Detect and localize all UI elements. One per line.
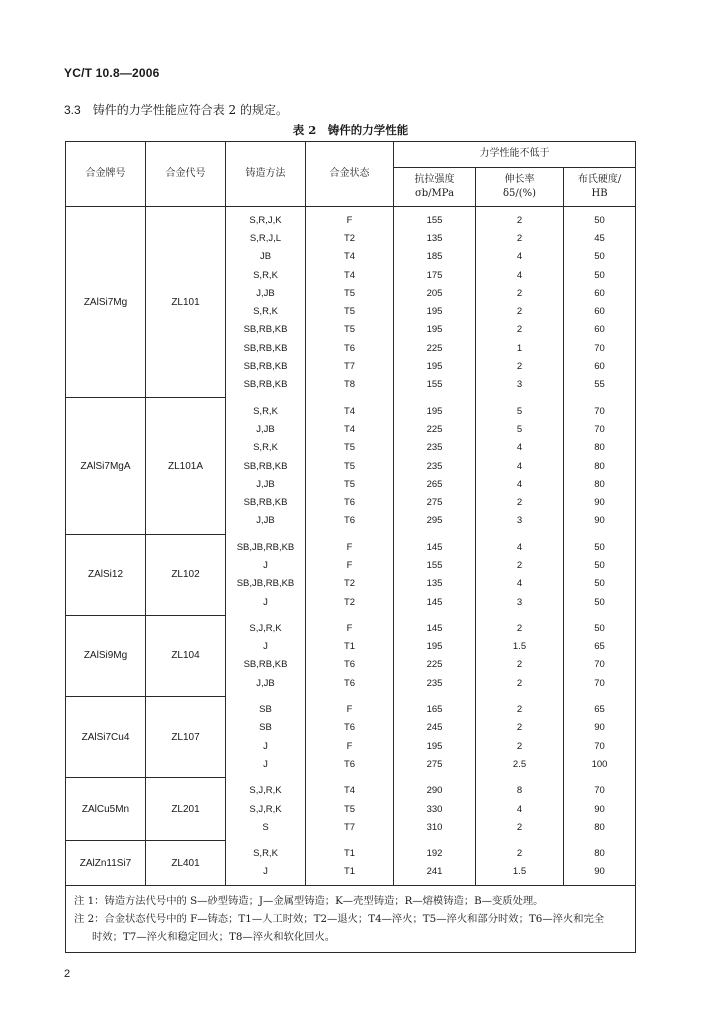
hardness-cell: 90 (564, 863, 636, 886)
method-cell: SB,JB,RB,KB (226, 575, 306, 593)
header-hardness-line1: 布氏硬度/ (577, 173, 622, 185)
state-cell: T6 (306, 656, 394, 674)
method-cell: J,JB (226, 475, 306, 493)
elongation-cell: 2 (476, 615, 564, 637)
state-cell: T1 (306, 841, 394, 863)
tensile-cell: 155 (394, 556, 476, 574)
alloy-grade-cell: ZAlSi7Cu4 (66, 696, 146, 777)
page-number: 2 (64, 968, 71, 980)
clause-text: 铸件的力学性能应符合表 2 的规定。 (92, 103, 288, 117)
state-cell: T2 (306, 575, 394, 593)
method-cell: J (226, 737, 306, 755)
tensile-cell: 225 (394, 420, 476, 438)
alloy-code-cell: ZL104 (146, 615, 226, 696)
tensile-cell: 235 (394, 674, 476, 696)
note-1: 注 1：铸造方法代号中的 S—砂型铸造；J—金属型铸造；K—壳型铸造；R—熔模铸造；B—变质处理。 (74, 895, 544, 908)
elongation-cell: 4 (476, 475, 564, 493)
method-cell: SB,RB,KB (226, 357, 306, 375)
state-cell: T6 (306, 512, 394, 534)
method-cell: J (226, 593, 306, 615)
table-row (66, 534, 636, 556)
hardness-cell: 60 (564, 357, 636, 375)
hardness-cell: 80 (564, 818, 636, 840)
note-2-line-2: 时效；T7—淬火和稳定回火；T8—淬火和软化回火。 (92, 931, 336, 944)
elongation-cell: 2 (476, 841, 564, 863)
hardness-cell: 45 (564, 229, 636, 247)
elongation-cell: 1.5 (476, 863, 564, 886)
method-cell: J,JB (226, 674, 306, 696)
header-tensile-line1: 抗拉强度 (414, 173, 455, 185)
method-cell: SB,JB,RB,KB (226, 534, 306, 556)
method-cell: J,JB (226, 284, 306, 302)
hardness-cell: 70 (564, 737, 636, 755)
method-cell: S,R,J,L (226, 229, 306, 247)
hardness-cell: 65 (564, 696, 636, 718)
state-cell: T4 (306, 398, 394, 420)
header-elongation-line2: δ5/(%) (502, 188, 537, 199)
state-cell: T5 (306, 302, 394, 320)
method-cell: SB,RB,KB (226, 656, 306, 674)
table-row (66, 207, 636, 230)
hardness-cell: 90 (564, 719, 636, 737)
state-cell: T6 (306, 493, 394, 511)
state-cell: T5 (306, 800, 394, 818)
tensile-cell: 275 (394, 493, 476, 511)
elongation-cell: 4 (476, 800, 564, 818)
method-cell: SB (226, 719, 306, 737)
elongation-cell: 2 (476, 737, 564, 755)
alloy-grade-cell: ZAlSi7MgA (66, 398, 146, 534)
method-cell: S,R,K (226, 266, 306, 284)
hardness-cell: 70 (564, 656, 636, 674)
alloy-code-cell: ZL401 (146, 841, 226, 886)
tensile-cell: 165 (394, 696, 476, 718)
header-casting-method: 铸造方法 (226, 142, 306, 207)
table-row (66, 841, 636, 863)
tensile-cell: 145 (394, 534, 476, 556)
elongation-cell: 4 (476, 457, 564, 475)
method-cell: S (226, 818, 306, 840)
elongation-cell: 5 (476, 420, 564, 438)
method-cell: J,JB (226, 512, 306, 534)
hardness-cell: 50 (564, 593, 636, 615)
method-cell: S,R,K (226, 302, 306, 320)
method-cell: S,R,K (226, 439, 306, 457)
tensile-cell: 330 (394, 800, 476, 818)
table-title: 表 2 铸件的力学性能 (292, 123, 409, 137)
table-body (66, 207, 636, 886)
mechanical-properties-table (65, 141, 636, 953)
elongation-cell: 2 (476, 229, 564, 247)
method-cell: S,R,K (226, 398, 306, 420)
state-cell: T5 (306, 284, 394, 302)
elongation-cell: 2 (476, 357, 564, 375)
state-cell: T4 (306, 420, 394, 438)
elongation-cell: 2 (476, 818, 564, 840)
elongation-cell: 8 (476, 778, 564, 800)
method-cell: JB (226, 248, 306, 266)
elongation-cell: 4 (476, 575, 564, 593)
state-cell: F (306, 556, 394, 574)
tensile-cell: 155 (394, 376, 476, 398)
hardness-cell: 80 (564, 475, 636, 493)
hardness-cell: 50 (564, 575, 636, 593)
method-cell: S,R,J,K (226, 207, 306, 230)
tensile-cell: 195 (394, 302, 476, 320)
state-cell: T2 (306, 229, 394, 247)
state-cell: T8 (306, 376, 394, 398)
hardness-cell: 70 (564, 674, 636, 696)
elongation-cell: 1.5 (476, 638, 564, 656)
header-alloy-code: 合金代号 (146, 142, 226, 207)
tensile-cell: 310 (394, 818, 476, 840)
state-cell: F (306, 207, 394, 230)
alloy-grade-cell: ZAlCu5Mn (66, 778, 146, 841)
elongation-cell: 3 (476, 593, 564, 615)
tensile-cell: 145 (394, 615, 476, 637)
hardness-cell: 80 (564, 457, 636, 475)
method-cell: S,J,R,K (226, 800, 306, 818)
hardness-cell: 90 (564, 512, 636, 534)
state-cell: F (306, 696, 394, 718)
tensile-cell: 235 (394, 457, 476, 475)
method-cell: SB,RB,KB (226, 493, 306, 511)
hardness-cell: 60 (564, 302, 636, 320)
elongation-cell: 2 (476, 696, 564, 718)
state-cell: F (306, 615, 394, 637)
hardness-cell: 50 (564, 207, 636, 230)
tensile-cell: 225 (394, 339, 476, 357)
tensile-cell: 192 (394, 841, 476, 863)
state-cell: T2 (306, 593, 394, 615)
elongation-cell: 3 (476, 512, 564, 534)
state-cell: T5 (306, 439, 394, 457)
state-cell: T4 (306, 248, 394, 266)
hardness-cell: 90 (564, 493, 636, 511)
elongation-cell: 4 (476, 248, 564, 266)
header-elongation (476, 168, 564, 207)
state-cell: T6 (306, 674, 394, 696)
elongation-cell: 5 (476, 398, 564, 420)
elongation-cell: 2 (476, 284, 564, 302)
method-cell: J (226, 638, 306, 656)
elongation-cell: 1 (476, 339, 564, 357)
state-cell: F (306, 534, 394, 556)
hardness-cell: 100 (564, 755, 636, 777)
tensile-cell: 175 (394, 266, 476, 284)
tensile-cell: 135 (394, 229, 476, 247)
alloy-grade-cell: ZAlSi9Mg (66, 615, 146, 696)
method-cell: J (226, 755, 306, 777)
elongation-cell: 2 (476, 321, 564, 339)
method-cell: SB,RB,KB (226, 321, 306, 339)
hardness-cell: 90 (564, 800, 636, 818)
tensile-cell: 275 (394, 755, 476, 777)
state-cell: T1 (306, 863, 394, 886)
method-cell: S,J,R,K (226, 778, 306, 800)
tensile-cell: 195 (394, 737, 476, 755)
elongation-cell: 2 (476, 556, 564, 574)
alloy-grade-cell: ZAlZn11Si7 (66, 841, 146, 886)
alloy-code-cell: ZL101 (146, 207, 226, 398)
tensile-cell: 195 (394, 398, 476, 420)
hardness-cell: 65 (564, 638, 636, 656)
alloy-code-cell: ZL107 (146, 696, 226, 777)
tensile-cell: 185 (394, 248, 476, 266)
alloy-grade-cell: ZAlSi7Mg (66, 207, 146, 398)
method-cell: J (226, 556, 306, 574)
method-cell: SB (226, 696, 306, 718)
hardness-cell: 50 (564, 534, 636, 556)
state-cell: T5 (306, 321, 394, 339)
tensile-cell: 265 (394, 475, 476, 493)
method-cell: SB,RB,KB (226, 376, 306, 398)
elongation-cell: 4 (476, 439, 564, 457)
hardness-cell: 60 (564, 284, 636, 302)
tensile-cell: 145 (394, 593, 476, 615)
alloy-grade-cell: ZAlSi12 (66, 534, 146, 615)
table-row (66, 398, 636, 420)
method-cell: SB,RB,KB (226, 339, 306, 357)
table-row (66, 778, 636, 800)
hardness-cell: 50 (564, 266, 636, 284)
header-properties-group: 力学性能不低于 (394, 142, 636, 168)
hardness-cell: 50 (564, 556, 636, 574)
tensile-cell: 195 (394, 357, 476, 375)
alloy-code-cell: ZL102 (146, 534, 226, 615)
state-cell: T5 (306, 475, 394, 493)
tensile-cell: 195 (394, 638, 476, 656)
tensile-cell: 155 (394, 207, 476, 230)
hardness-cell: 55 (564, 376, 636, 398)
state-cell: T4 (306, 778, 394, 800)
tensile-cell: 290 (394, 778, 476, 800)
elongation-cell: 4 (476, 534, 564, 556)
elongation-cell: 2 (476, 207, 564, 230)
hardness-cell: 50 (564, 248, 636, 266)
table-row (66, 615, 636, 637)
state-cell: T1 (306, 638, 394, 656)
tensile-cell: 135 (394, 575, 476, 593)
header-hardness-line2: HB (591, 188, 608, 199)
table-notes (66, 886, 636, 953)
table-row (66, 696, 636, 718)
hardness-cell: 70 (564, 778, 636, 800)
hardness-cell: 70 (564, 339, 636, 357)
state-cell: T6 (306, 755, 394, 777)
state-cell: T6 (306, 719, 394, 737)
state-cell: T4 (306, 266, 394, 284)
elongation-cell: 2.5 (476, 755, 564, 777)
method-cell: J (226, 863, 306, 886)
state-cell: T6 (306, 339, 394, 357)
tensile-cell: 195 (394, 321, 476, 339)
alloy-code-cell: ZL101A (146, 398, 226, 534)
elongation-cell: 3 (476, 376, 564, 398)
elongation-cell: 2 (476, 493, 564, 511)
hardness-cell: 50 (564, 615, 636, 637)
elongation-cell: 2 (476, 719, 564, 737)
header-tensile-strength (394, 168, 476, 207)
elongation-cell: 2 (476, 302, 564, 320)
method-cell: S,R,K (226, 841, 306, 863)
header-elongation-line1: 伸长率 (504, 173, 535, 185)
standard-code: YC/T 10.8—2006 (64, 66, 160, 80)
clause-number: 3.3 (64, 103, 81, 117)
header-hardness (564, 168, 636, 207)
hardness-cell: 60 (564, 321, 636, 339)
header-tensile-line2: σb/MPa (414, 188, 455, 199)
header-alloy-state: 合金状态 (306, 142, 394, 207)
state-cell: T7 (306, 818, 394, 840)
state-cell: T7 (306, 357, 394, 375)
note-2-line-1: 注 2：合金状态代号中的 F—铸态；T1—人工时效；T2—退火；T4—淬火；T5—淬火和部分时效；T6—淬火和完全 (74, 913, 605, 926)
tensile-cell: 295 (394, 512, 476, 534)
header-alloy-grade: 合金牌号 (66, 142, 146, 207)
tensile-cell: 205 (394, 284, 476, 302)
state-cell: F (306, 737, 394, 755)
elongation-cell: 2 (476, 674, 564, 696)
method-cell: S,J,R,K (226, 615, 306, 637)
elongation-cell: 2 (476, 656, 564, 674)
clause-paragraph (64, 101, 288, 118)
method-cell: SB,RB,KB (226, 457, 306, 475)
elongation-cell: 4 (476, 266, 564, 284)
hardness-cell: 80 (564, 439, 636, 457)
method-cell: J,JB (226, 420, 306, 438)
tensile-cell: 245 (394, 719, 476, 737)
hardness-cell: 80 (564, 841, 636, 863)
state-cell: T5 (306, 457, 394, 475)
tensile-cell: 235 (394, 439, 476, 457)
tensile-cell: 241 (394, 863, 476, 886)
hardness-cell: 70 (564, 398, 636, 420)
hardness-cell: 70 (564, 420, 636, 438)
alloy-code-cell: ZL201 (146, 778, 226, 841)
tensile-cell: 225 (394, 656, 476, 674)
